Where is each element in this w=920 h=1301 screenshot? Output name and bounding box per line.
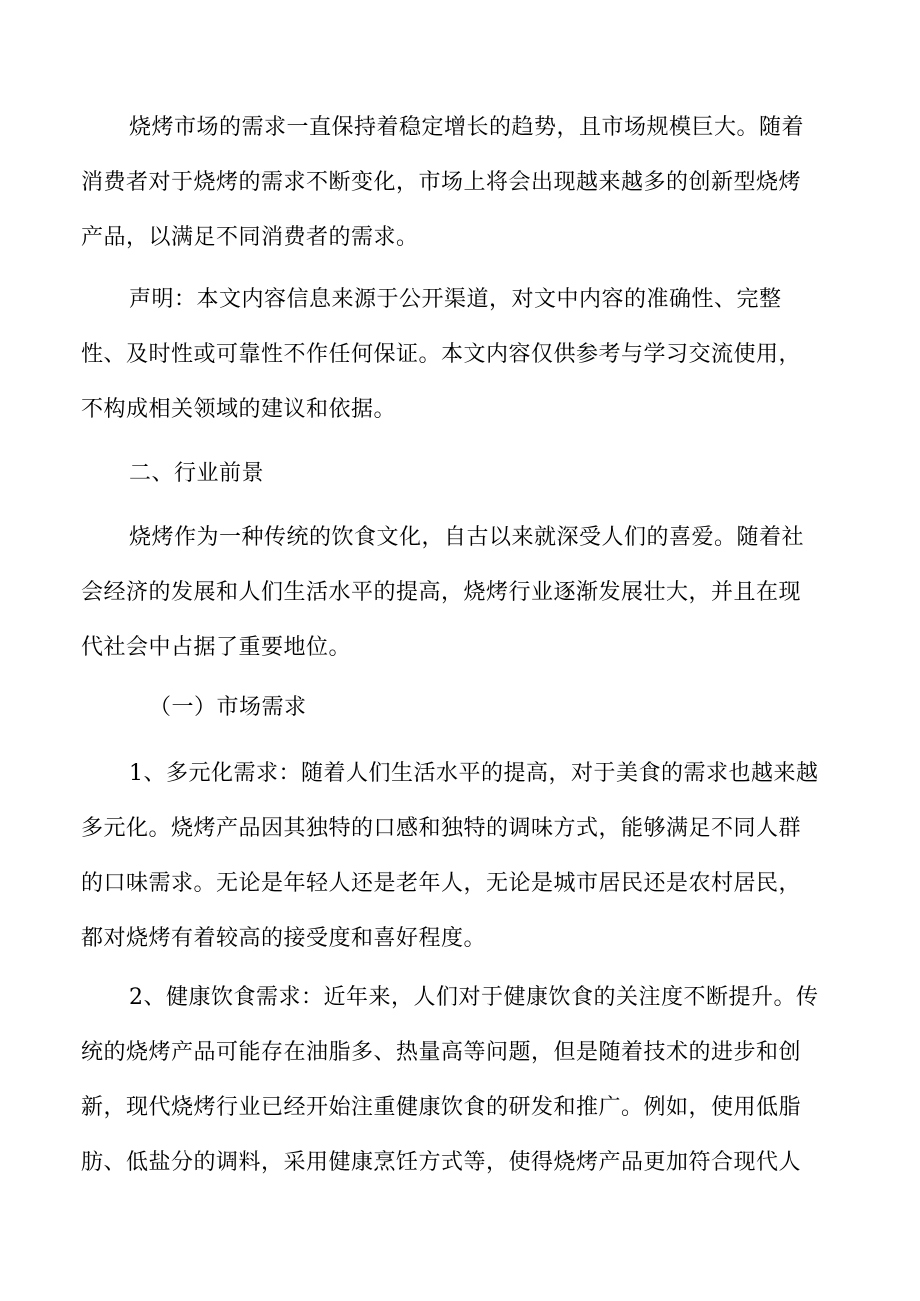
text-line: 代社会中占据了重要地位。: [81, 635, 352, 660]
text-line: 2、健康饮食需求：近年来，人们对于健康饮食的关注度不断提升。传: [129, 985, 819, 1010]
text-line: 烧烤市场的需求一直保持着稳定增长的趋势，且市场规模巨大。随着: [129, 115, 805, 140]
text-line: 1、多元化需求：随着人们生活水平的提高，对于美食的需求也越来越: [129, 761, 819, 786]
text-line: 会经济的发展和人们生活水平的提高，烧烤行业逐渐发展壮大，并且在现: [81, 580, 802, 605]
paragraph-diversified-demand: [81, 746, 841, 966]
heading-text: 二、行业前景: [129, 461, 265, 486]
text-line: 声明：本文内容信息来源于公开渠道，对文中内容的准确性、完整: [129, 287, 782, 312]
paragraph-industry-intro: [81, 510, 841, 675]
heading-text: （一）市场需求: [149, 695, 307, 720]
paragraph-healthy-diet-demand: [81, 970, 841, 1190]
paragraph-disclaimer: [81, 272, 841, 437]
paragraph-market-demand-trend: [81, 100, 841, 265]
text-line: 烧烤作为一种传统的饮食文化，自古以来就深受人们的喜爱。随着社: [129, 525, 805, 550]
text-line: 都对烧烤有着较高的接受度和喜好程度。: [81, 926, 487, 951]
subheading-market-demand: [81, 680, 841, 735]
text-line: 产品，以满足不同消费者的需求。: [81, 225, 419, 250]
text-line: 性、及时性或可靠性不作任何保证。本文内容仅供参考与学习交流使用，: [81, 342, 802, 367]
section-heading-industry-outlook: [81, 446, 841, 501]
text-line: 多元化。烧烤产品因其独特的口感和独特的调味方式，能够满足不同人群: [81, 816, 802, 841]
text-line: 新，现代烧烤行业已经开始注重健康饮食的研发和推广。例如，使用低脂: [81, 1095, 802, 1120]
text-line: 统的烧烤产品可能存在油脂多、热量高等问题，但是随着技术的进步和创: [81, 1040, 802, 1065]
text-line: 肪、低盐分的调料，采用健康烹饪方式等，使得烧烤产品更加符合现代人: [81, 1150, 802, 1175]
text-line: 消费者对于烧烤的需求不断变化，市场上将会出现越来越多的创新型烧烤: [81, 170, 802, 195]
text-line: 的口味需求。无论是年轻人还是老年人，无论是城市居民还是农村居民，: [81, 871, 802, 896]
text-line: 不构成相关领域的建议和依据。: [81, 397, 397, 422]
